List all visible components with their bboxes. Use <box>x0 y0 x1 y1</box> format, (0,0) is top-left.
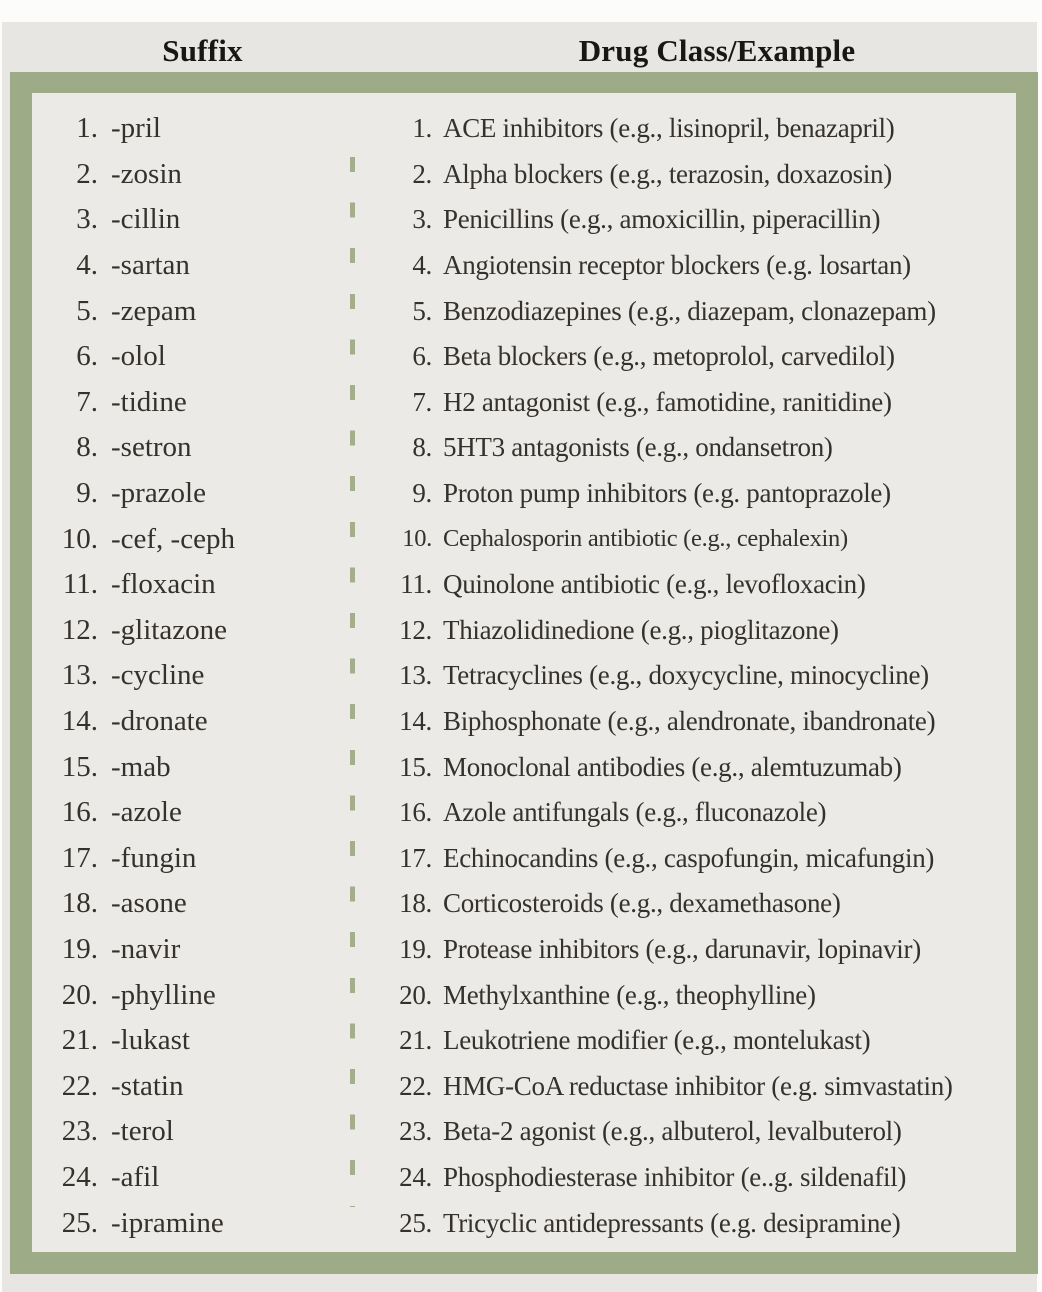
suffix-row-number: 11. <box>62 568 98 601</box>
drug-class-row-number: 2. <box>412 158 432 189</box>
suffix-cell <box>32 1115 352 1148</box>
drug-class-cell <box>352 615 1016 646</box>
suffix-row-number: 5. <box>76 294 98 327</box>
suffix-row-number: 9. <box>76 477 98 510</box>
drug-class-label: Proton pump inhibitors (e.g. pantoprazole) <box>443 478 891 509</box>
table-row <box>32 243 1016 289</box>
drug-class-label: Methylxanthine (e.g., theophylline) <box>443 979 816 1010</box>
drug-class-cell <box>352 296 1016 327</box>
table-row <box>32 972 1016 1018</box>
suffix-label: -asone <box>111 887 187 920</box>
drug-class-row-number: 21. <box>399 1025 432 1056</box>
drug-class-row-number: 20. <box>399 979 432 1010</box>
drug-class-label: Leukotriene modifier (e.g., montelukast) <box>443 1025 871 1056</box>
suffix-cell <box>32 887 352 920</box>
drug-class-row-number: 25. <box>399 1207 432 1238</box>
suffix-label: -terol <box>111 1115 174 1148</box>
drug-class-cell <box>352 478 1016 509</box>
drug-class-label: Corticosteroids (e.g., dexamethasone) <box>443 888 841 919</box>
drug-class-cell <box>352 980 1016 1011</box>
suffix-label: -fungin <box>111 841 197 874</box>
drug-class-row-number: 1. <box>412 113 432 144</box>
drug-class-row-number: 3. <box>412 204 432 235</box>
suffix-row-number: 6. <box>76 340 98 373</box>
suffix-row-number: 1. <box>76 112 98 145</box>
suffix-label: -cycline <box>111 659 205 692</box>
drug-class-cell <box>352 660 1016 691</box>
drug-class-label: Alpha blockers (e.g., terazosin, doxazosin) <box>443 158 892 189</box>
drug-class-row-number: 16. <box>399 797 432 828</box>
drug-class-label: 5HT3 antagonists (e.g., ondansetron) <box>443 432 833 463</box>
column-header-suffix: Suffix <box>162 33 243 68</box>
drug-class-row-number: 10. <box>402 525 432 553</box>
suffix-row-number: 23. <box>61 1115 98 1148</box>
drug-class-row-number: 11. <box>400 569 432 600</box>
drug-class-row-number: 4. <box>412 250 432 281</box>
drug-class-cell <box>352 1208 1016 1239</box>
suffix-row-number: 12. <box>61 613 98 646</box>
drug-class-cell <box>352 525 1016 553</box>
suffix-cell <box>32 249 352 282</box>
suffix-row-number: 16. <box>61 796 98 829</box>
table-row <box>32 425 1016 471</box>
drug-class-label: Tricyclic antidepressants (e.g. desipramine) <box>443 1207 901 1238</box>
drug-class-label: Benzodiazepines (e.g., diazepam, clonazepam) <box>443 295 936 326</box>
drug-class-label: H2 antagonist (e.g., famotidine, ranitidine) <box>443 386 892 417</box>
suffix-row-number: 17. <box>61 841 98 874</box>
drug-class-row-number: 8. <box>412 432 432 463</box>
suffix-cell <box>32 1161 352 1194</box>
suffix-label: -mab <box>111 750 171 783</box>
drug-class-cell <box>352 1162 1016 1193</box>
table-row <box>32 608 1016 654</box>
drug-class-cell <box>352 934 1016 965</box>
suffix-label: -statin <box>111 1069 184 1102</box>
table-row <box>32 152 1016 198</box>
suffix-row-number: 20. <box>61 978 98 1011</box>
drug-class-label: Echinocandins (e.g., caspofungin, micafungin) <box>443 842 935 873</box>
drug-class-cell <box>352 1025 1016 1056</box>
drug-class-cell <box>352 797 1016 828</box>
table-row <box>32 106 1016 152</box>
suffix-row-number: 8. <box>76 431 98 464</box>
drug-class-label: Thiazolidinedione (e.g., pioglitazone) <box>443 614 839 645</box>
drug-class-row-number: 15. <box>399 751 432 782</box>
table-row <box>32 1018 1016 1064</box>
suffix-cell <box>32 659 352 692</box>
table-body <box>32 93 1016 1252</box>
drug-class-row-number: 17. <box>399 842 432 873</box>
column-header-drug-class-example: Drug Class/Example <box>578 33 856 68</box>
drug-class-row-number: 12. <box>399 614 432 645</box>
drug-class-label: Tetracyclines (e.g., doxycycline, minocycline) <box>443 660 929 691</box>
drug-class-row-number: 24. <box>399 1161 432 1192</box>
drug-class-cell <box>352 250 1016 281</box>
suffix-cell <box>32 523 352 556</box>
suffix-label: -setron <box>111 431 192 464</box>
drug-class-label: Cephalosporin antibiotic (e.g., cephalexin) <box>443 525 848 553</box>
table-row <box>32 288 1016 334</box>
suffix-label: -pril <box>111 112 161 145</box>
suffix-row-number: 3. <box>76 203 98 236</box>
suffix-label: -olol <box>111 340 166 373</box>
table-row <box>32 836 1016 882</box>
table-row <box>32 516 1016 562</box>
suffix-row-number: 24. <box>61 1160 98 1193</box>
table-row <box>32 334 1016 380</box>
drug-class-row-number: 13. <box>399 660 432 691</box>
table-rows <box>32 106 1016 1246</box>
suffix-row-number: 7. <box>76 385 98 418</box>
suffix-cell <box>32 1070 352 1103</box>
suffix-cell <box>32 431 352 464</box>
suffix-row-number: 4. <box>76 249 98 282</box>
drug-class-label: Angiotensin receptor blockers (e.g. losartan) <box>443 250 911 281</box>
suffix-cell <box>32 705 352 738</box>
drug-class-label: HMG-CoA reductase inhibitor (e.g. simvastatin) <box>443 1070 953 1101</box>
suffix-label: -afil <box>111 1160 160 1193</box>
table-row <box>32 744 1016 790</box>
suffix-label: -tidine <box>111 385 187 418</box>
suffix-cell <box>32 568 352 601</box>
drug-class-label: Protease inhibitors (e.g., darunavir, lopinavir) <box>443 933 921 964</box>
suffix-cell <box>32 842 352 875</box>
suffix-cell <box>32 979 352 1012</box>
drug-class-row-number: 14. <box>399 706 432 737</box>
table-row <box>32 790 1016 836</box>
drug-class-cell <box>352 341 1016 372</box>
suffix-label: -cef, -ceph <box>111 522 235 555</box>
suffix-row-number: 18. <box>61 887 98 920</box>
drug-class-cell <box>352 1116 1016 1147</box>
suffix-row-number: 21. <box>61 1024 98 1057</box>
drug-class-label: Monoclonal antibodies (e.g., alemtuzumab) <box>443 751 902 782</box>
drug-class-row-number: 6. <box>412 341 432 372</box>
suffix-label: -ipramine <box>111 1206 224 1239</box>
suffix-cell <box>32 112 352 145</box>
suffix-label: -zosin <box>111 157 182 190</box>
drug-class-row-number: 9. <box>412 478 432 509</box>
drug-class-cell <box>352 706 1016 737</box>
table-row <box>32 653 1016 699</box>
drug-class-cell <box>352 159 1016 190</box>
suffix-label: -sartan <box>111 249 190 282</box>
table-row <box>32 1109 1016 1155</box>
suffix-label: -phylline <box>111 978 216 1011</box>
drug-class-cell <box>352 204 1016 235</box>
drug-class-cell <box>352 1071 1016 1102</box>
drug-class-label: Beta-2 agonist (e.g., albuterol, levalbuterol) <box>443 1116 902 1147</box>
drug-class-row-number: 19. <box>399 933 432 964</box>
suffix-label: -dronate <box>111 705 208 738</box>
suffix-row-number: 22. <box>61 1069 98 1102</box>
table-row <box>32 197 1016 243</box>
drug-class-row-number: 22. <box>399 1070 432 1101</box>
drug-class-cell <box>352 888 1016 919</box>
table-row <box>32 380 1016 426</box>
suffix-cell <box>32 340 352 373</box>
drug-class-label: Beta blockers (e.g., metoprolol, carvedilol) <box>443 341 895 372</box>
suffix-cell <box>32 933 352 966</box>
suffix-label: -prazole <box>111 477 206 510</box>
drug-class-label: Quinolone antibiotic (e.g., levofloxacin) <box>443 569 866 600</box>
drug-class-cell <box>352 113 1016 144</box>
suffix-cell <box>32 158 352 191</box>
table-row <box>32 699 1016 745</box>
suffix-label: -lukast <box>111 1024 190 1057</box>
drug-class-row-number: 7. <box>412 386 432 417</box>
drug-class-label: Biphosphonate (e.g., alendronate, ibandronate) <box>443 706 936 737</box>
table-row <box>32 927 1016 973</box>
table-row <box>32 1200 1016 1246</box>
drug-class-cell <box>352 432 1016 463</box>
suffix-cell <box>32 1024 352 1057</box>
table-row <box>32 1063 1016 1109</box>
drug-class-label: Phosphodiesterase inhibitor (e..g. sildenafil) <box>443 1161 907 1192</box>
suffix-row-number: 2. <box>76 157 98 190</box>
suffix-cell <box>32 796 352 829</box>
suffix-cell <box>32 203 352 236</box>
suffix-row-number: 14. <box>61 705 98 738</box>
table-row <box>32 1155 1016 1201</box>
drug-class-row-number: 5. <box>412 295 432 326</box>
suffix-row-number: 19. <box>61 932 98 965</box>
green-border-frame <box>10 72 1038 1274</box>
suffix-row-number: 10. <box>61 522 98 555</box>
suffix-cell <box>32 1207 352 1240</box>
drug-class-cell <box>352 569 1016 600</box>
column-divider-dashed-line <box>350 157 355 1207</box>
drug-class-label: ACE inhibitors (e.g., lisinopril, benazapril) <box>443 113 895 144</box>
suffix-row-number: 25. <box>61 1206 98 1239</box>
suffix-label: -zepam <box>111 294 197 327</box>
table-row <box>32 881 1016 927</box>
table-row <box>32 562 1016 608</box>
suffix-cell <box>32 614 352 647</box>
drug-class-cell <box>352 752 1016 783</box>
drug-class-row-number: 18. <box>399 888 432 919</box>
drug-class-cell <box>352 387 1016 418</box>
drug-class-cell <box>352 843 1016 874</box>
suffix-label: -floxacin <box>111 568 216 601</box>
suffix-cell <box>32 386 352 419</box>
suffix-cell <box>32 295 352 328</box>
drug-class-label: Penicillins (e.g., amoxicillin, piperacillin) <box>443 204 881 235</box>
table-row <box>32 471 1016 517</box>
suffix-row-number: 13. <box>61 659 98 692</box>
suffix-cell <box>32 477 352 510</box>
suffix-label: -glitazone <box>111 613 227 646</box>
suffix-cell <box>32 751 352 784</box>
suffix-row-number: 15. <box>61 750 98 783</box>
suffix-label: -azole <box>111 796 182 829</box>
drug-class-label: Azole antifungals (e.g., fluconazole) <box>443 797 827 828</box>
suffix-label: -cillin <box>111 203 181 236</box>
suffix-label: -navir <box>111 932 181 965</box>
drug-class-row-number: 23. <box>399 1116 432 1147</box>
